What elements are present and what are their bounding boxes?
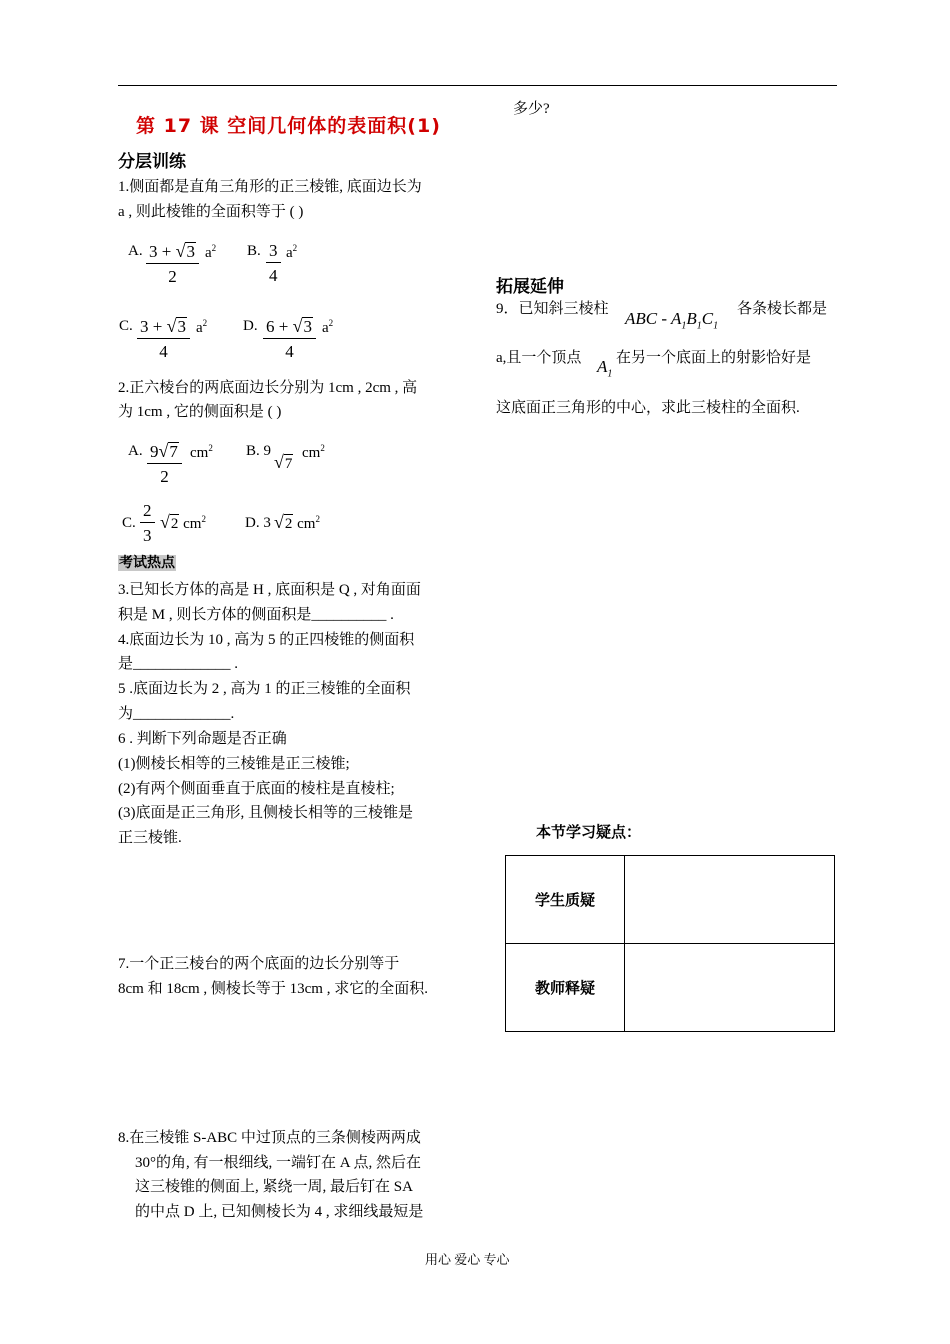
q8-line3: 这三棱锥的侧面上, 紧绕一周, 最后钉在 SA bbox=[135, 1179, 413, 1195]
q1-a-radicand: 3 bbox=[186, 242, 195, 261]
q1-a-int: 3 bbox=[149, 242, 158, 261]
q2-b-label: B. 9 bbox=[246, 443, 272, 459]
q1-a-unit: $a^2$ bbox=[205, 243, 217, 261]
q1-line2: a , 则此棱锥的全面积等于 ( ) bbox=[118, 204, 304, 220]
q1-a-fraction: $\frac{3 + √3}{2}$ bbox=[146, 240, 199, 290]
q2-line1: 2.正六棱台的两底面边长分别为 1cm , 2cm , 高 bbox=[118, 380, 418, 396]
doubts-title: 本节学习疑点： bbox=[536, 823, 642, 841]
q9-suffix: 各条棱长都是 bbox=[737, 301, 828, 317]
section-extend: 拓展延伸 bbox=[496, 277, 564, 297]
q6-line4: (3)底面是正三角形, 且侧棱长相等的三棱锥是 bbox=[118, 805, 413, 821]
q2-a-label: A. bbox=[128, 443, 143, 459]
q7-line2: 8cm 和 18cm , 侧棱长等于 13cm , 求它的全面积. bbox=[118, 981, 428, 997]
q1-b-unit: $a^2$ bbox=[286, 243, 298, 261]
q1-b-den: 4 bbox=[269, 266, 278, 285]
q1-b-fraction bbox=[266, 240, 281, 289]
q2-c-fraction: $\frac{2}{3}$ bbox=[140, 500, 155, 549]
q1-line1: 1.侧面都是直角三角形的正三棱锥, 底面边长为 bbox=[118, 179, 422, 195]
q1-a-plus: + bbox=[161, 242, 172, 261]
doubts-table bbox=[505, 855, 835, 1032]
q1-c-label: C. bbox=[119, 318, 133, 334]
q8-line4: 的中点 D 上, 已知侧棱长为 4 , 求细线最短是 bbox=[135, 1204, 424, 1220]
q5-line2: 为_____________. bbox=[118, 706, 235, 722]
q2-d-root: √2 $cm^2$ bbox=[274, 512, 320, 532]
q2-b-root: √7 bbox=[274, 452, 293, 472]
q9-line2b: 在另一个底面上的射影恰好是 bbox=[616, 350, 812, 366]
q9-line2a: a,且一个顶点 bbox=[496, 350, 582, 366]
q6-line3: (2)有两个侧面垂直于底面的棱柱是直棱柱; bbox=[118, 781, 395, 797]
q8-line2: 30°的角, 有一根细线, 一端钉在 A 点, 然后在 bbox=[135, 1155, 422, 1171]
table-row bbox=[506, 856, 835, 944]
q1-c-unit: $a^2$ bbox=[196, 318, 208, 336]
section-hot: 考试热点 bbox=[119, 555, 175, 571]
page-footer: 用心 爱心 专心 bbox=[425, 1252, 510, 1267]
student-doubt-label: 学生质疑 bbox=[506, 856, 625, 944]
section-layered: 分层训练 bbox=[118, 152, 186, 172]
student-doubt-cell[interactable] bbox=[625, 856, 835, 944]
teacher-answer-cell[interactable] bbox=[625, 944, 835, 1032]
q8-continuation: 多少? bbox=[513, 101, 550, 117]
q1-a-label: A. bbox=[128, 243, 143, 259]
q9-prism: ABC - $A_1B_1C_1$ bbox=[625, 309, 719, 332]
q1-c-fraction: $\frac{3 + √3}{4}$ bbox=[137, 315, 190, 365]
q1-a-den: 2 bbox=[168, 267, 177, 286]
q2-a-unit: $cm^2$ bbox=[190, 443, 213, 461]
lesson-title: 第 17 课 空间几何体的表面积(1) bbox=[136, 115, 441, 137]
q9-prefix: 9．已知斜三棱柱 bbox=[496, 301, 609, 317]
q3-line1: 3.已知长方体的高是 H , 底面积是 Q , 对角面面 bbox=[118, 582, 421, 598]
q1-d-unit: $a^2$ bbox=[322, 318, 334, 336]
q2-c-label: C. bbox=[122, 515, 136, 531]
q6-line2: (1)侧棱长相等的三棱锥是正三棱锥; bbox=[118, 756, 350, 772]
q2-d-label: D. 3 bbox=[245, 515, 271, 531]
q4-line2: 是_____________ . bbox=[118, 656, 239, 672]
q6-line1: 6 . 判断下列命题是否正确 bbox=[118, 731, 287, 747]
q6-line5: 正三棱锥. bbox=[118, 830, 182, 846]
top-rule bbox=[118, 85, 837, 86]
q8-line1: 8.在三棱锥 S-ABC 中过顶点的三条侧棱两两成 bbox=[118, 1130, 421, 1146]
q1-d-label: D. bbox=[243, 318, 258, 334]
teacher-answer-label: 教师释疑 bbox=[506, 944, 625, 1032]
q5-line1: 5 .底面边长为 2 , 高为 1 的正三棱锥的全面积 bbox=[118, 681, 411, 697]
q1-b-label: B. bbox=[247, 243, 261, 259]
q9-vertex: $A_1$ bbox=[597, 357, 613, 380]
q7-line1: 7.一个正三棱台的两个底面的边长分别等于 bbox=[118, 956, 400, 972]
q3-line2: 积是 M , 则长方体的侧面积是__________ . bbox=[118, 607, 394, 623]
q2-c-root: √2 $cm^2$ bbox=[160, 512, 206, 532]
q1-b-num: 3 bbox=[266, 240, 281, 263]
q1-d-fraction: $\frac{6 + √3}{4}$ bbox=[263, 315, 316, 365]
q9-line3: 这底面正三角形的中心，求此三棱柱的全面积. bbox=[496, 400, 800, 416]
table-row bbox=[506, 944, 835, 1032]
q2-b-unit: $cm^2$ bbox=[302, 443, 325, 461]
q4-line1: 4.底面边长为 10 , 高为 5 的正四棱锥的侧面积 bbox=[118, 632, 415, 648]
q2-line2: 为 1cm , 它的侧面积是 ( ) bbox=[118, 404, 282, 420]
q2-a-fraction: $\frac{9√7}{2}$ bbox=[147, 440, 182, 490]
